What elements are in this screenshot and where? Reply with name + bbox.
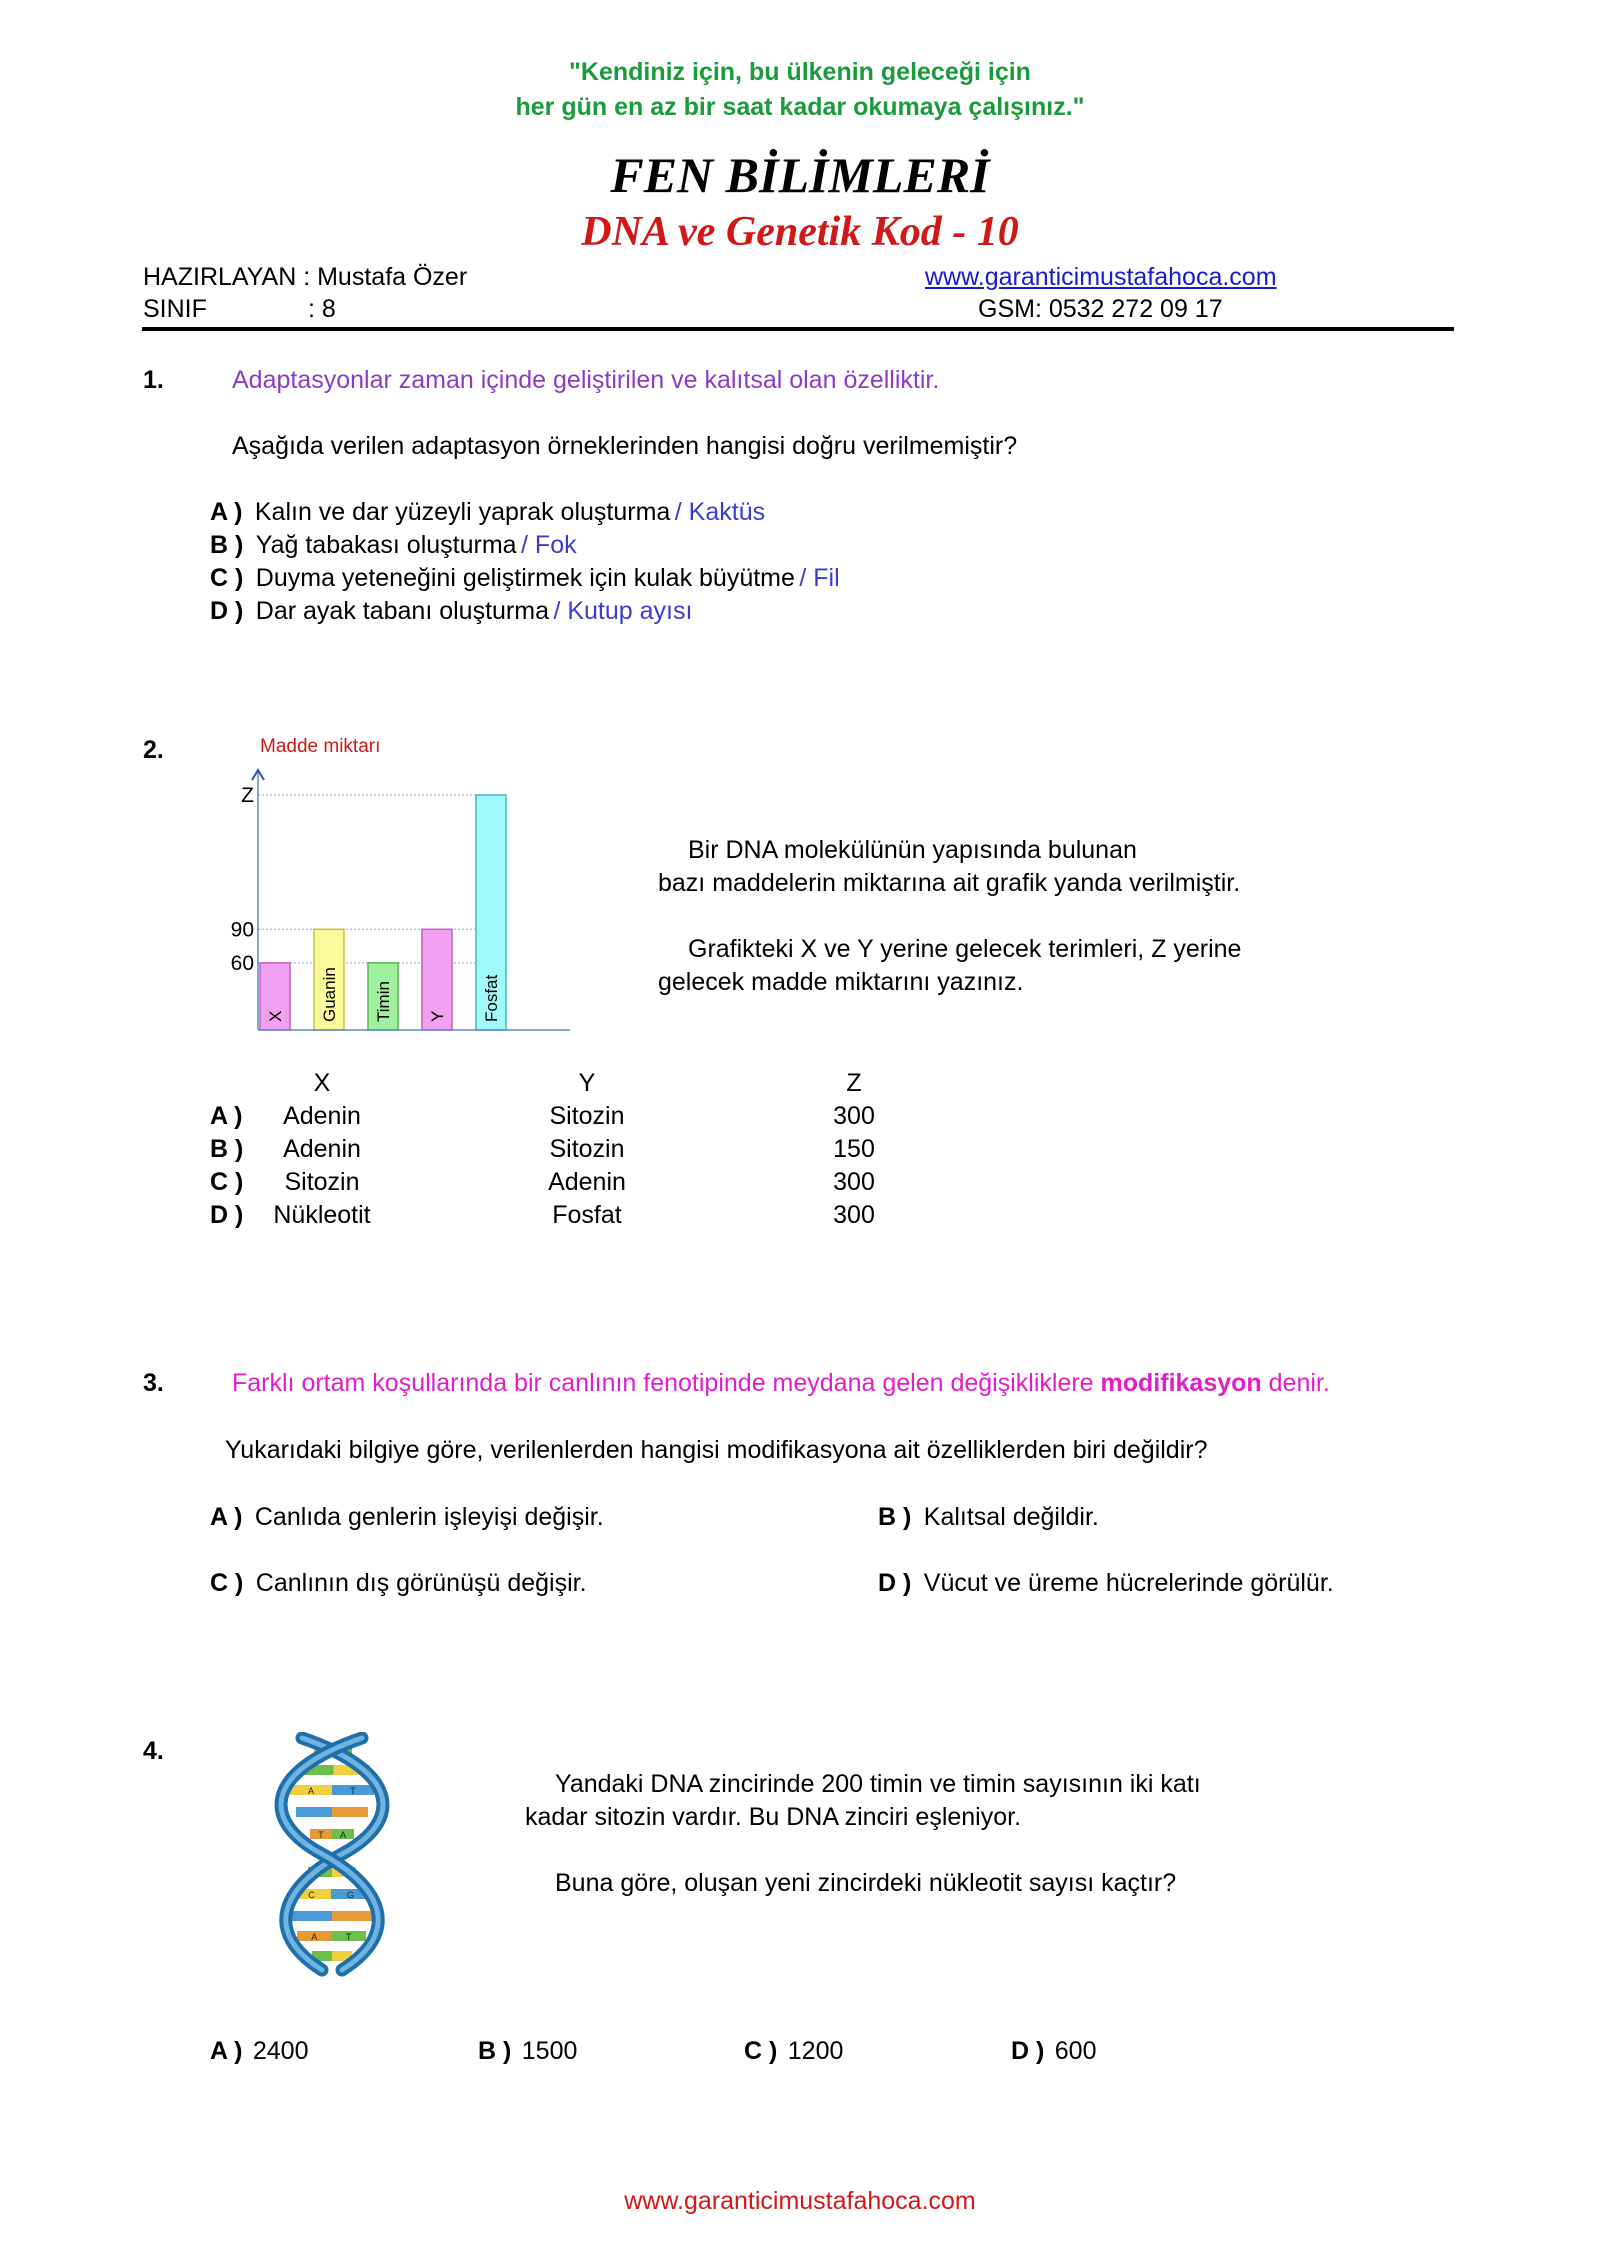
option-text: 1200 (787, 2037, 844, 2065)
option-letter: C ) (210, 564, 244, 592)
question-4-prompt: Buna göre, oluşan yeni zincirdeki nükleotit sayısı kaçtır? (555, 1869, 1177, 1897)
option-text: Yağ tabakası oluşturma (255, 531, 517, 559)
author-label: HAZIRLAYAN : Mustafa Özer (143, 263, 468, 291)
option-tag: / Kutup ayısı (553, 597, 693, 625)
question-2-para-2-line-2: gelecek madde miktarını yazınız. (658, 968, 1024, 996)
option-text: Duyma yeteneğini geliştirmek için kulak büyütme (255, 564, 795, 592)
question-4-number: 4. (143, 1737, 164, 1765)
table-header-z: Z (846, 1069, 862, 1097)
info-prefix: Farklı ortam koşullarında bir canlının fenotipinde meydana gelen değişikliklere (232, 1369, 1101, 1397)
question-3-option-a[interactable] (210, 1503, 604, 1532)
question-4-option-c[interactable] (744, 2037, 843, 2066)
question-1-option-a[interactable] (210, 498, 765, 527)
dna-double-helix-image (262, 1732, 402, 1977)
question-1-info: Adaptasyonlar zaman içinde geliştirilen ve kalıtsal olan özelliktir. (232, 366, 940, 394)
row-x: Adenin (283, 1102, 361, 1130)
question-3-number: 3. (143, 1369, 164, 1397)
option-letter: C ) (210, 1569, 244, 1597)
question-1-number: 1. (143, 366, 164, 394)
question-4-para-line-1: Yandaki DNA zincirinde 200 timin ve timin sayısının iki katı (555, 1770, 1201, 1798)
y-tick-label: Z (241, 784, 254, 807)
question-1-prompt: Aşağıda verilen adaptasyon örneklerinden hangisi doğru verilmemiştir? (232, 432, 1018, 460)
option-tag: / Kaktüs (674, 498, 766, 526)
question-2-para-1-line-2: bazı maddelerin miktarına ait grafik yanda verilmiştir. (658, 869, 1241, 897)
y-axis-label: Madde miktarı (260, 736, 381, 757)
y-tick-label: 60 (230, 951, 254, 975)
bar-label: Y (428, 1010, 447, 1022)
option-text: Canlının dış görünüşü değişir. (255, 1569, 587, 1597)
gsm-number: GSM: 0532 272 09 17 (978, 295, 1223, 323)
option-letter: B ) (210, 531, 244, 559)
base-letter: C (339, 1746, 346, 1756)
option-text: Kalın ve dar yüzeyli yaprak oluşturma (254, 498, 671, 526)
question-4-option-a[interactable] (210, 2037, 308, 2066)
option-text: Kalıtsal değildir. (923, 1503, 1099, 1531)
option-text: 1500 (521, 2037, 578, 2065)
row-y: Sitozin (549, 1135, 625, 1163)
row-y: Fosfat (552, 1201, 622, 1229)
base-letter: A (339, 1830, 347, 1840)
class-value: : 8 (308, 295, 336, 323)
option-letter: D ) (210, 597, 244, 625)
row-y: Sitozin (549, 1102, 625, 1130)
bar-label: Timin (374, 981, 393, 1022)
motto-line-1: "Kendiniz için, bu ülkenin geleceği için (569, 58, 1031, 86)
question-4-option-b[interactable] (478, 2037, 577, 2066)
option-letter: D ) (878, 1569, 912, 1597)
row-letter: A ) (210, 1102, 243, 1130)
option-letter: A ) (210, 498, 243, 526)
option-letter: D ) (1011, 2037, 1045, 2065)
bar-label: Guanin (320, 967, 339, 1022)
option-letter: C ) (744, 2037, 778, 2065)
website-link[interactable]: www.garanticimustafahoca.com (925, 263, 1277, 291)
option-text: 2400 (252, 2037, 309, 2065)
option-letter: A ) (210, 2037, 243, 2065)
option-tag: / Fok (521, 531, 577, 559)
footer-website[interactable]: www.garanticimustafahoca.com (624, 2187, 976, 2215)
row-x: Adenin (283, 1135, 361, 1163)
option-text: 600 (1054, 2037, 1097, 2065)
base-pair-rung (296, 1807, 332, 1817)
question-1-option-c[interactable] (210, 564, 840, 593)
base-pair-rung (332, 1911, 374, 1921)
option-text: Vücut ve üreme hücrelerinde görülür. (923, 1569, 1334, 1597)
page-subtitle: DNA ve Genetik Kod - 10 (581, 209, 1019, 255)
base-pair-rung (290, 1911, 332, 1921)
base-letter: A (307, 1786, 315, 1796)
option-letter: B ) (478, 2037, 512, 2065)
row-z: 300 (833, 1168, 875, 1196)
option-text: Dar ayak tabanı oluşturma (255, 597, 549, 625)
question-1-option-b[interactable] (210, 531, 577, 560)
header-divider (142, 327, 1454, 331)
info-suffix: denir. (1261, 1369, 1330, 1397)
question-4-option-d[interactable] (1011, 2037, 1097, 2066)
base-letter: G (319, 1746, 328, 1756)
page-title: FEN BİLİMLERİ (610, 147, 990, 203)
option-letter: A ) (210, 1503, 243, 1531)
row-z: 150 (833, 1135, 875, 1163)
option-text: Canlıda genlerin işleyişi değişir. (254, 1503, 604, 1531)
table-header-y: Y (578, 1069, 596, 1097)
question-4-para-line-2: kadar sitozin vardır. Bu DNA zinciri eşleniyor. (525, 1803, 1022, 1831)
bar-label: X (266, 1010, 285, 1022)
question-3-option-d[interactable] (878, 1569, 1334, 1598)
row-letter: B ) (210, 1135, 244, 1163)
question-3-option-b[interactable] (878, 1503, 1099, 1532)
base-letter: T (318, 1830, 324, 1840)
base-letter: T (346, 1932, 352, 1942)
base-pair-rung (332, 1807, 368, 1817)
option-tag: / Fil (799, 564, 840, 592)
table-header-x: X (313, 1069, 331, 1097)
row-z: 300 (833, 1102, 875, 1130)
row-x: Sitozin (284, 1168, 360, 1196)
row-letter: C ) (210, 1168, 244, 1196)
option-letter: B ) (878, 1503, 912, 1531)
info-keyword: modifikasyon (1100, 1369, 1262, 1397)
base-letter: T (350, 1786, 356, 1796)
question-3-prompt: Yukarıdaki bilgiye göre, verilenlerden hangisi modifikasyona ait özelliklerden biri değildir? (225, 1436, 1208, 1464)
class-label: SINIF (143, 295, 207, 323)
question-1-option-d[interactable] (210, 597, 692, 626)
row-letter: D ) (210, 1201, 244, 1229)
question-2-number: 2. (143, 736, 164, 764)
base-letter: A (311, 1932, 318, 1942)
y-tick-label: 90 (230, 918, 254, 942)
base-letter: C (308, 1890, 315, 1900)
base-letter: G (346, 1890, 355, 1900)
bar-label: Fosfat (482, 974, 501, 1022)
row-x: Nükleotit (273, 1201, 371, 1229)
question-3-option-c[interactable] (210, 1569, 587, 1598)
row-z: 300 (833, 1201, 875, 1229)
question-3-info (232, 1369, 1330, 1398)
motto-line-2: her gün en az bir saat kadar okumaya çalışınız." (515, 93, 1085, 121)
dna-substance-bar-chart (200, 730, 580, 1040)
row-y: Adenin (548, 1168, 626, 1196)
question-2-para-2-line-1: Grafikteki X ve Y yerine gelecek terimleri, Z yerine (688, 935, 1242, 963)
question-2-para-1-line-1: Bir DNA molekülünün yapısında bulunan (688, 836, 1137, 864)
